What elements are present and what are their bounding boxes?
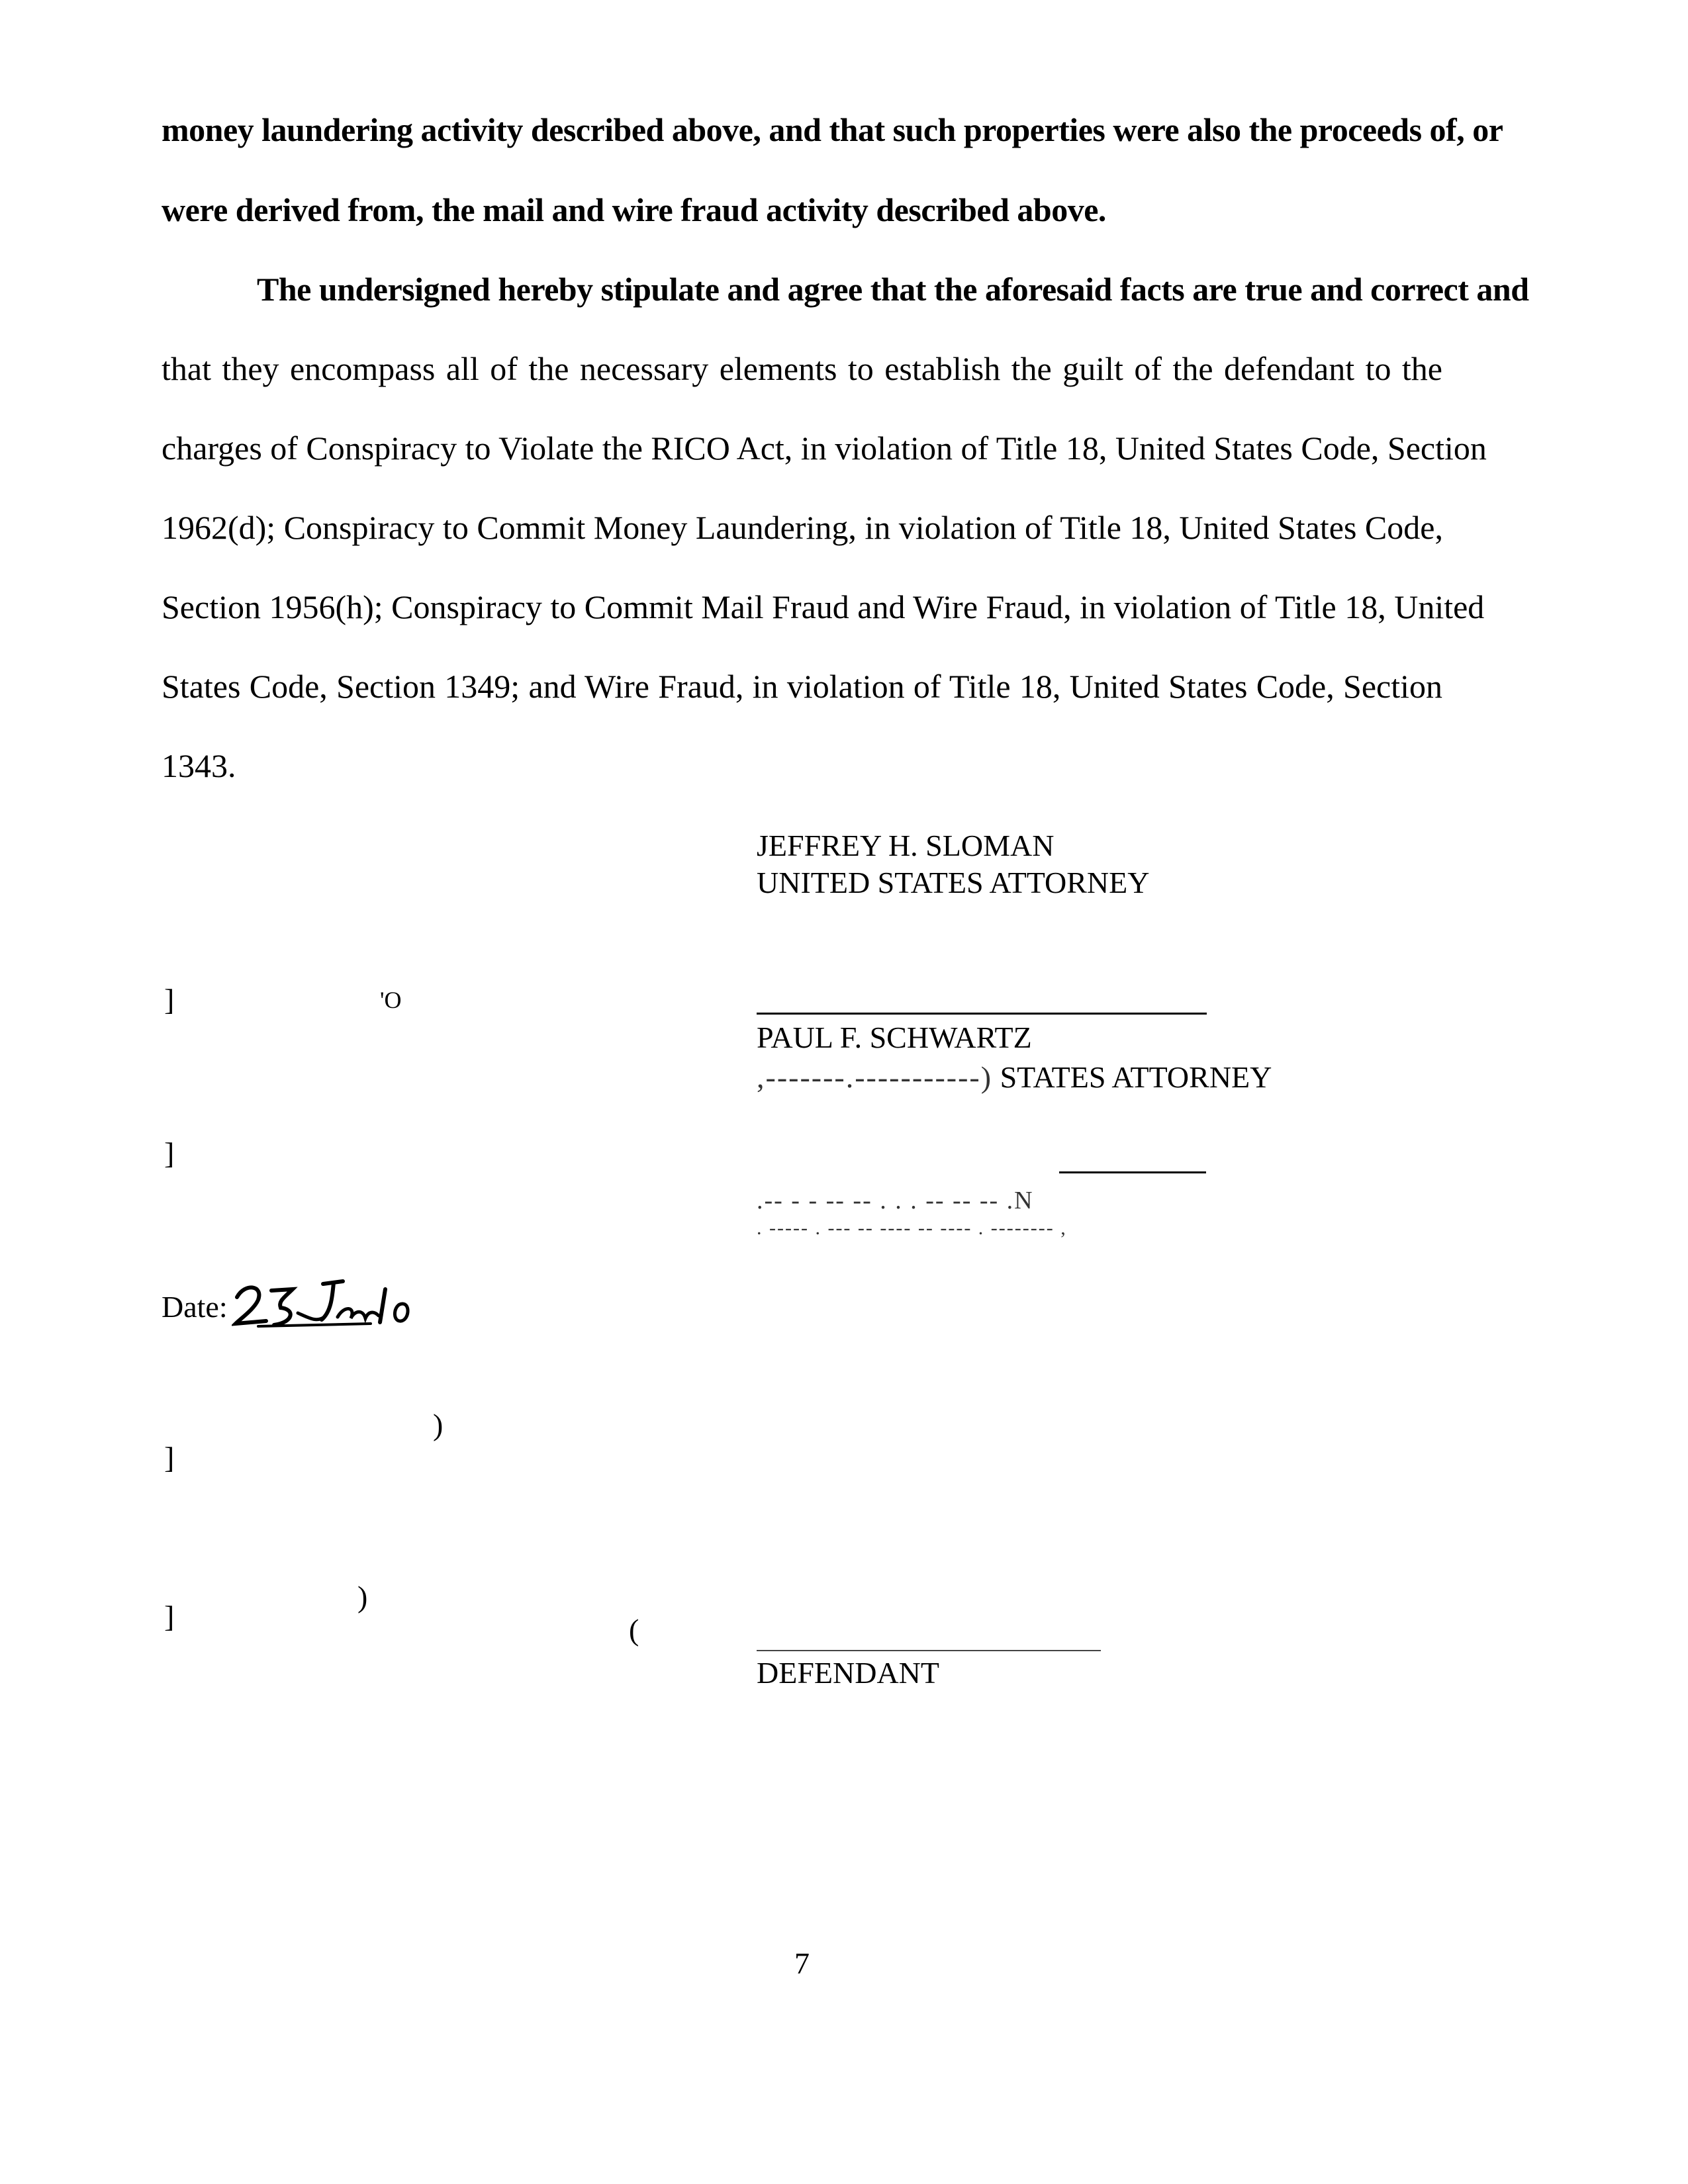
margin-mark: ]	[164, 1441, 175, 1475]
defendant-label: DEFENDANT	[757, 1656, 939, 1690]
us-attorney-name: JEFFREY H. SLOMAN	[757, 829, 1055, 862]
date-label: Date:	[162, 1290, 228, 1324]
margin-mark: ]	[164, 1136, 175, 1170]
body-line-9: 1343.	[162, 747, 236, 784]
body-line-7: Section 1956(h); Conspiracy to Commit Mail Fraud and Wire Fraud, in violation of Title 18, United	[162, 588, 1485, 625]
assistant-name: PAUL F. SCHWARTZ	[757, 1021, 1032, 1054]
body-line-3: The undersigned hereby stipulate and agree that the aforesaid facts are true and correct and	[257, 271, 1529, 308]
counsel-signature-line	[1059, 1171, 1206, 1173]
handwritten-date	[232, 1271, 417, 1330]
margin-mark: )	[357, 1580, 368, 1614]
margin-mark: ]	[164, 983, 175, 1017]
margin-mark: (	[629, 1613, 639, 1647]
page-number: 7	[794, 1946, 810, 1980]
body-line-2: were derived from, the mail and wire fraud activity described above.	[162, 191, 1106, 228]
us-attorney-title: UNITED STATES ATTORNEY	[757, 866, 1150, 899]
margin-mark: )	[433, 1408, 444, 1441]
defendant-signature-line	[757, 1650, 1101, 1651]
body-line-4: that they encompass all of the necessary elements to establish the guilt of the defendant to the	[162, 350, 1442, 387]
body-line-5: charges of Conspiracy to Violate the RICO Act, in violation of Title 18, United States Code, Section	[162, 430, 1487, 467]
margin-mark: ]	[164, 1600, 175, 1633]
assistant-title-partial: STATES ATTORNEY	[1000, 1060, 1272, 1094]
body-line-8: States Code, Section 1349; and Wire Fraud, in violation of Title 18, United States Code, Section	[162, 668, 1442, 705]
body-line-1: money laundering activity described above, and that such properties were also the proceeds of, or	[162, 111, 1503, 148]
counsel-title-faded: . ----- . --- -- ---- -- ---- . -------- ,	[757, 1217, 1067, 1239]
counsel-redacted-fragment: .-- - - -- -- . . . -- -- -- .	[757, 1187, 1015, 1214]
assistant-signature-line	[757, 1013, 1207, 1015]
counsel-name-partial: N	[1014, 1187, 1034, 1214]
body-line-6: 1962(d); Conspiracy to Commit Money Laundering, in violation of Title 18, United States Code,	[162, 509, 1443, 546]
assistant-title	[757, 1059, 1272, 1096]
margin-mark: 'O	[380, 987, 402, 1013]
redacted-title-fragment: ,-------.-----------)	[757, 1060, 993, 1094]
